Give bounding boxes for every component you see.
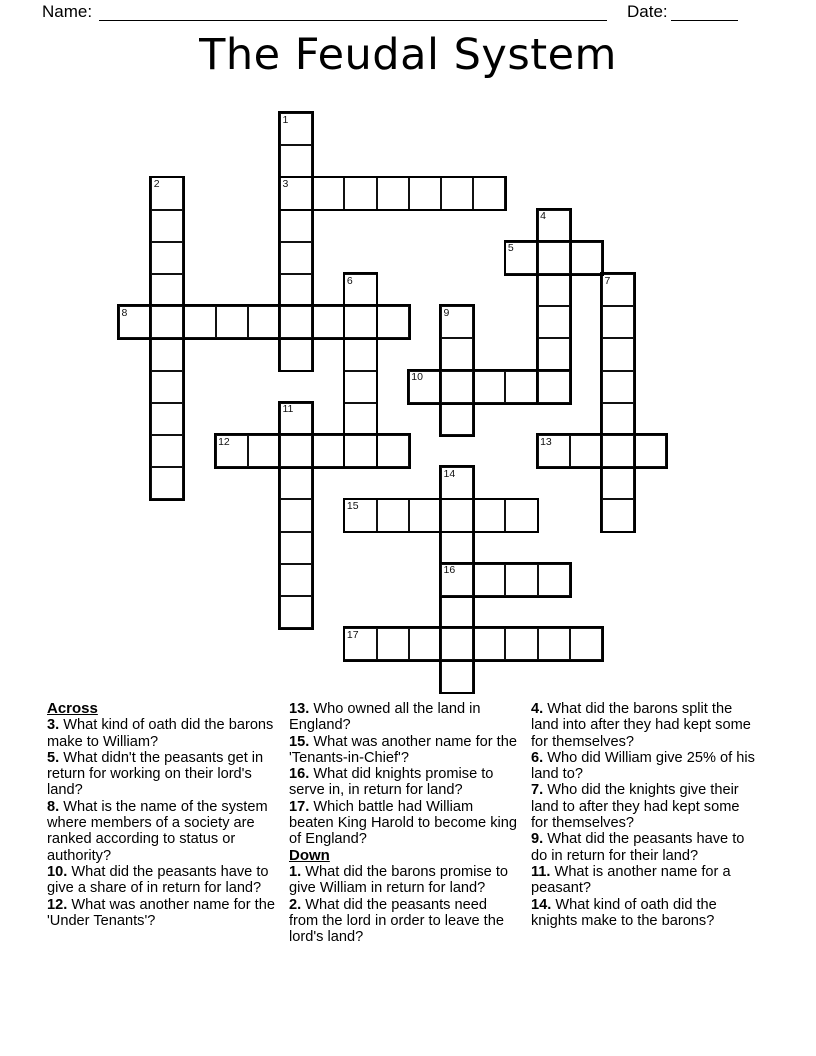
- grid-cell-13-4[interactable]: [537, 241, 571, 275]
- cell-number-6: 6: [346, 274, 353, 287]
- grid-cell-13-5[interactable]: [537, 273, 571, 307]
- grid-cell-8-6[interactable]: [376, 305, 410, 339]
- cell-number-3: 3: [282, 177, 289, 190]
- cell-number-15: 15: [346, 499, 359, 512]
- grid-cell-7-10[interactable]: [343, 434, 377, 468]
- cell-number-1: 1: [282, 113, 289, 126]
- cell-number-8: 8: [121, 306, 128, 319]
- clue-across-10: 10. What did the peasants have to give a share of in return for land?: [47, 863, 269, 897]
- grid-cell-13-6[interactable]: [537, 305, 571, 339]
- grid-cell-10-17[interactable]: [440, 659, 474, 693]
- clue-down-9: 9. What did the peasants have to do in return for their land?: [531, 831, 745, 864]
- grid-cell-5-10[interactable]: [279, 434, 313, 468]
- clue-down-11: 11. What is another name for a peasant?: [531, 863, 731, 897]
- down-heading: Down: [289, 846, 330, 864]
- cell-number-16: 16: [443, 564, 456, 577]
- cell-number-7: 7: [604, 274, 611, 287]
- clue-number: 1.: [289, 863, 302, 880]
- clue-down-14: 14. What kind of oath did the knights make to the barons?: [531, 896, 717, 929]
- clue-number: 12.: [47, 896, 68, 913]
- clue-down-7: 7. Who did the knights give their land to after they had kept some for themselves?: [531, 782, 740, 832]
- clue-across-15: 15. What was another name for the 'Tenants-in-Chief'?: [289, 733, 517, 766]
- clue-across-16: 16. What did knights promise to serve in, in return for land?: [289, 766, 494, 799]
- grid-cell-5-7[interactable]: [279, 337, 313, 371]
- clue-down-4: 4. What did the barons split the land into after they had kept some for themselves?: [531, 701, 751, 750]
- clue-number: 3.: [47, 717, 60, 734]
- grid-cell-14-16[interactable]: [569, 627, 603, 661]
- grid-cell-5-15[interactable]: [279, 595, 313, 629]
- clue-across-3: 3. What kind of oath did the barons make to William?: [47, 717, 274, 750]
- grid-cell-5-6[interactable]: [279, 305, 313, 339]
- grid-cell-4-6[interactable]: [247, 305, 281, 339]
- cell-number-5: 5: [507, 242, 514, 255]
- grid-cell-12-12[interactable]: [504, 498, 538, 532]
- cell-number-11: 11: [282, 403, 294, 416]
- clue-across-17: 17. Which battle had William beaten King Harold to become king of England?: [289, 798, 517, 848]
- grid-cell-15-12[interactable]: [601, 498, 635, 532]
- clue-number: 10.: [47, 863, 68, 880]
- clue-number: 14.: [531, 896, 552, 913]
- grid-cell-5-12[interactable]: [279, 498, 313, 532]
- clue-number: 5.: [47, 749, 60, 766]
- grid-cell-1-10[interactable]: [150, 434, 184, 468]
- cell-number-4: 4: [540, 210, 546, 223]
- clue-down-1: 1. What did the barons promise to give William in return for land?: [289, 863, 509, 897]
- date-label: Date:: [627, 2, 668, 21]
- clue-down-2: 2. What did the peasants need from the lord in order to leave the lord's land?: [289, 896, 504, 946]
- grid-cell-15-7[interactable]: [601, 337, 635, 371]
- grid-cell-1-8[interactable]: [150, 370, 184, 404]
- grid-cell-15-6[interactable]: [601, 305, 635, 339]
- across-heading: Across: [47, 700, 98, 717]
- clue-across-13: 13. Who owned all the land in England?: [289, 701, 481, 734]
- grid-cell-6-6[interactable]: [311, 305, 345, 339]
- cell-number-2: 2: [153, 177, 160, 190]
- cell-number-12: 12: [218, 435, 230, 448]
- date-blank-line[interactable]: [671, 0, 738, 21]
- grid-cell-8-2[interactable]: [376, 176, 410, 210]
- page-title: The Feudal System: [199, 30, 617, 80]
- clue-across-5: 5. What didn't the peasants get in return for working on their lord's land?: [47, 749, 264, 799]
- grid-cell-1-6[interactable]: [150, 305, 184, 339]
- clue-column-2: [289, 701, 517, 945]
- grid-cell-5-14[interactable]: [279, 563, 313, 597]
- grid-cell-12-16[interactable]: [504, 627, 538, 661]
- clue-column-1: [47, 701, 275, 945]
- grid-cell-10-13[interactable]: [440, 531, 474, 565]
- clue-number: 2.: [289, 896, 302, 913]
- grid-cell-10-8[interactable]: [440, 370, 474, 404]
- grid-cell-11-14[interactable]: [472, 563, 506, 597]
- grid-cell-13-7[interactable]: [537, 337, 571, 371]
- cell-number-17: 17: [346, 628, 359, 641]
- grid-cell-1-5[interactable]: [150, 273, 184, 307]
- grid-cell-11-2[interactable]: [472, 176, 506, 210]
- grid-cell-3-6[interactable]: [215, 305, 249, 339]
- grid-cell-1-4[interactable]: [150, 241, 184, 275]
- grid-cell-10-9[interactable]: [440, 402, 474, 436]
- clue-across-12: 12. What was another name for the 'Under Tenants'?: [47, 896, 275, 929]
- clue-number: 4.: [531, 701, 544, 717]
- grid-cell-10-2[interactable]: [440, 176, 474, 210]
- clue-number: 6.: [531, 749, 544, 766]
- grid-cell-5-3[interactable]: [279, 209, 313, 243]
- grid-cell-13-14[interactable]: [537, 563, 571, 597]
- grid-cell-7-6[interactable]: [343, 305, 377, 339]
- grid-cell-10-7[interactable]: [440, 337, 474, 371]
- grid-cell-15-10[interactable]: [601, 434, 635, 468]
- grid-cell-15-9[interactable]: [601, 402, 635, 436]
- name-blank-line[interactable]: [99, 0, 607, 21]
- grid-cell-15-11[interactable]: [601, 466, 635, 500]
- cell-number-13: 13: [540, 435, 552, 448]
- grid-cell-13-16[interactable]: [537, 627, 571, 661]
- clue-column-3: [531, 701, 759, 945]
- clue-number: 9.: [531, 831, 544, 848]
- grid-cell-6-10[interactable]: [311, 434, 345, 468]
- cell-number-10: 10: [411, 371, 423, 384]
- name-label: Name:: [42, 2, 93, 21]
- grid-cell-1-9[interactable]: [150, 402, 184, 436]
- grid-cell-5-11[interactable]: [279, 466, 313, 500]
- cell-number-9: 9: [443, 306, 450, 319]
- clue-number: 16.: [289, 766, 310, 783]
- grid-cell-6-2[interactable]: [311, 176, 345, 210]
- grid-cell-9-12[interactable]: [408, 498, 442, 532]
- grid-cell-5-13[interactable]: [279, 531, 313, 565]
- grid-cell-13-8[interactable]: [537, 370, 571, 404]
- cell-number-14: 14: [443, 467, 456, 480]
- clue-number: 15.: [289, 733, 310, 750]
- grid-cell-12-8[interactable]: [504, 370, 538, 404]
- grid-cell-5-4[interactable]: [279, 241, 313, 275]
- crossword-grid: [118, 112, 798, 702]
- grid-cell-11-16[interactable]: [472, 627, 506, 661]
- clue-number: 13.: [289, 701, 310, 717]
- grid-cell-4-10[interactable]: [247, 434, 281, 468]
- grid-cell-7-8[interactable]: [343, 370, 377, 404]
- grid-cell-5-5[interactable]: [279, 273, 313, 307]
- grid-cell-8-10[interactable]: [376, 434, 410, 468]
- grid-cell-11-8[interactable]: [472, 370, 506, 404]
- grid-cell-10-16[interactable]: [440, 627, 474, 661]
- grid-cell-14-10[interactable]: [569, 434, 603, 468]
- grid-cell-7-9[interactable]: [343, 402, 377, 436]
- clue-down-6: 6. Who did William give 25% of his land to?: [531, 749, 755, 783]
- grid-cell-9-2[interactable]: [408, 176, 442, 210]
- grid-cell-8-16[interactable]: [376, 627, 410, 661]
- grid-cell-9-16[interactable]: [408, 627, 442, 661]
- grid-cell-10-12[interactable]: [440, 498, 474, 532]
- grid-cell-1-11[interactable]: [150, 466, 184, 500]
- grid-cell-10-15[interactable]: [440, 595, 474, 629]
- grid-cell-7-7[interactable]: [343, 337, 377, 371]
- grid-cell-14-4[interactable]: [569, 241, 603, 275]
- grid-cell-11-12[interactable]: [472, 498, 506, 532]
- grid-cell-15-8[interactable]: [601, 370, 635, 404]
- clue-number: 17.: [289, 798, 310, 815]
- grid-cell-1-7[interactable]: [150, 337, 184, 371]
- grid-cell-16-10[interactable]: [633, 434, 667, 468]
- clue-number: 8.: [47, 798, 60, 815]
- clue-across-8: 8. What is the name of the system where members of a society are ranked according to status or authority?: [47, 798, 268, 864]
- grid-cell-7-2[interactable]: [343, 176, 377, 210]
- clue-list: [47, 701, 759, 945]
- grid-cell-1-3[interactable]: [150, 209, 184, 243]
- grid-cell-12-14[interactable]: [504, 563, 538, 597]
- clue-number: 11.: [531, 863, 551, 880]
- clue-number: 7.: [531, 782, 544, 799]
- grid-cell-5-1[interactable]: [279, 144, 313, 178]
- grid-cell-8-12[interactable]: [376, 498, 410, 532]
- grid-cell-2-6[interactable]: [182, 305, 216, 339]
